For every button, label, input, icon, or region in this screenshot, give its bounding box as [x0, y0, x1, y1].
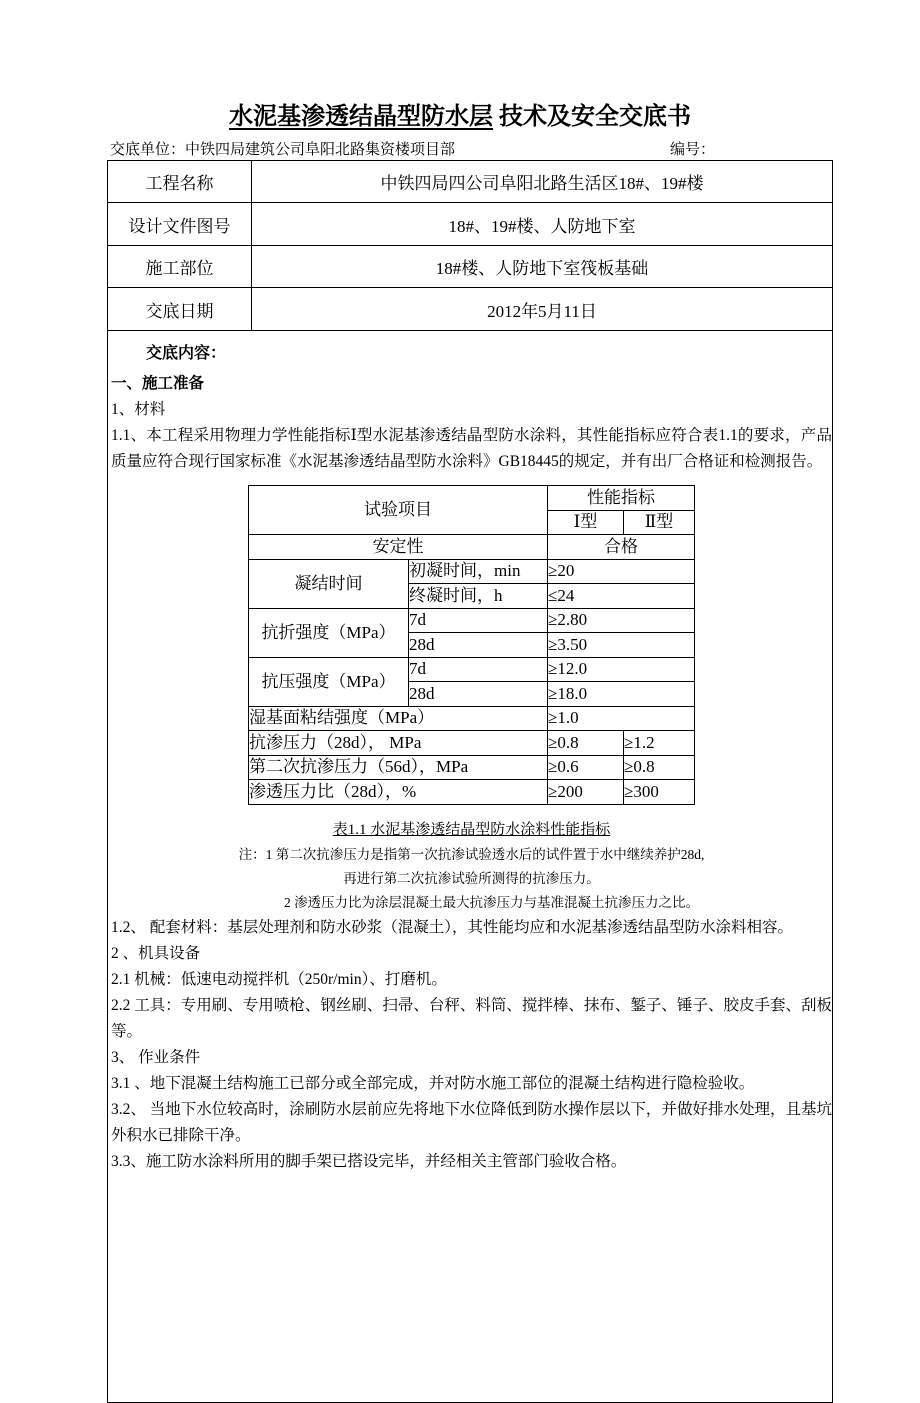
label-project-name: 工程名称 — [108, 161, 252, 203]
meta-line — [110, 138, 720, 159]
table-row — [249, 706, 695, 731]
label-location: 施工部位 — [108, 246, 252, 288]
value-location: 18#楼、人防地下室筏板基础 — [252, 246, 833, 288]
cell-second-impermeability-t1: ≥0.6 — [548, 755, 624, 780]
table-row — [249, 755, 695, 780]
info-row-project — [108, 161, 833, 203]
cell-bond: 湿基面粘结强度（MPa） — [249, 706, 548, 731]
table-row — [249, 731, 695, 756]
value-drawing-no: 18#、19#楼、人防地下室 — [252, 203, 833, 246]
table-caption — [111, 819, 832, 841]
cell-impermeability-t1: ≥0.8 — [548, 731, 624, 756]
table-row — [249, 657, 695, 682]
subheading-conditions: 3、 作业条件 — [111, 1048, 201, 1066]
info-row-date — [108, 288, 833, 331]
subheading-materials: 1、材料 — [111, 401, 166, 418]
subheading-equipment: 2 、机具设备 — [111, 944, 201, 962]
cell-compressive: 抗压强度（MPa） — [249, 657, 409, 706]
document-number-label: 编号： — [670, 142, 716, 158]
paragraph-2-1: 2.1 机械：低速电动搅拌机（250r/min）、打磨机。 — [111, 970, 447, 988]
th-type-1: Ⅰ型 — [548, 510, 624, 535]
table-row — [249, 608, 695, 633]
cell-flexural-28d-value: ≥3.50 — [548, 633, 695, 658]
value-date: 2012年5月11日 — [252, 288, 833, 331]
content-cell — [108, 331, 833, 1403]
cell-stability: 安定性 — [249, 535, 548, 560]
cell-flexural-28d: 28d — [409, 633, 548, 658]
info-row-location — [108, 246, 833, 288]
cell-flexural-7d: 7d — [409, 608, 548, 633]
paragraph-3-1: 3.1 、地下混凝土结构施工已部分或全部完成，并对防水施工部位的混凝土结构进行隐检验收。 — [111, 1074, 755, 1092]
cell-compressive-28d-value: ≥18.0 — [548, 682, 695, 707]
value-project-name: 中铁四局四公司阜阳北路生活区18#、19#楼 — [252, 161, 833, 203]
cell-final-set-value: ≤24 — [548, 584, 695, 609]
info-row-drawing — [108, 203, 833, 246]
th-test-item: 试验项目 — [249, 486, 548, 535]
table-caption-text: 表1.1 水泥基渗透结晶型防水涂料性能指标 — [332, 821, 611, 838]
title-underlined: 水泥基渗透结晶型防水层 — [229, 104, 493, 130]
cell-pressure-ratio-t1: ≥200 — [548, 780, 624, 805]
th-performance: 性能指标 — [548, 486, 695, 511]
cell-initial-set-value: ≥20 — [548, 559, 695, 584]
cell-bond-value: ≥1.0 — [548, 706, 695, 731]
cell-flexural-7d-value: ≥2.80 — [548, 608, 695, 633]
cell-stability-value: 合格 — [548, 535, 695, 560]
note-1: 注：1 第二次抗渗压力是指第一次抗渗试验透水后的试件置于水中继续养护28d, — [238, 846, 705, 862]
cell-impermeability: 抗渗压力（28d）， MPa — [249, 731, 548, 756]
performance-table — [248, 485, 695, 805]
cell-second-impermeability-t2: ≥0.8 — [624, 755, 695, 780]
table-row — [249, 559, 695, 584]
cell-setting-time: 凝结时间 — [249, 559, 409, 608]
cell-pressure-ratio-t2: ≥300 — [624, 780, 695, 805]
paragraph-1-2: 1.2、 配套材料：基层处理剂和防水砂浆（混凝土），其性能均应和水泥基渗透结晶型防水涂料相容。 — [111, 918, 794, 936]
table-row — [249, 780, 695, 805]
paragraph-3-3: 3.3、施工防水涂料所用的脚手架已搭设完毕，并经相关主管部门验收合格。 — [111, 1152, 627, 1170]
cell-second-impermeability: 第二次抗渗压力（56d），MPa — [249, 755, 548, 780]
table-row — [249, 535, 695, 560]
paragraph-3-2: 3.2、 当地下水位较高时，涂刷防水层前应先将地下水位降低到防水操作层以下，并做好排水处理，且基坑外积水已排除干净。 — [111, 1100, 832, 1144]
cell-compressive-7d-value: ≥12.0 — [548, 657, 695, 682]
cell-compressive-7d: 7d — [409, 657, 548, 682]
title-rest: 技术及安全交底书 — [499, 104, 691, 130]
section-heading-preparation: 一、施工准备 — [111, 375, 205, 392]
page-title — [0, 96, 920, 131]
paragraph-1-1: 1.1、本工程采用物理力学性能指标Ⅰ型水泥基渗透结晶型防水涂料，其性能指标应符合表1.1的要求，产品质量应符合现行国家标准《水泥基渗透结晶型防水涂料》GB18445的规定，并有出厂合格证和检测报告。 — [111, 427, 832, 470]
handover-form — [107, 160, 833, 1403]
label-date: 交底日期 — [108, 288, 252, 331]
label-drawing-no: 设计文件图号 — [108, 203, 252, 246]
content-heading: 交底内容： — [146, 345, 227, 362]
cell-final-set: 终凝时间，h — [409, 584, 548, 609]
cell-impermeability-t2: ≥1.2 — [624, 731, 695, 756]
paragraph-2-2: 2.2 工具：专用刷、专用喷枪、钢丝刷、扫帚、台秤、料筒、搅拌棒、抹布、錾子、锤子、胶皮手套、刮板等。 — [111, 996, 832, 1040]
issuing-unit: 交底单位：中铁四局建筑公司阜阳北路集资楼项目部 — [110, 142, 456, 158]
cell-flexural: 抗折强度（MPa） — [249, 608, 409, 657]
note-2: 2 渗透压力比为涂层混凝土最大抗渗压力与基准混凝土抗渗压力之比。 — [283, 894, 700, 910]
note-1-cont: 再进行第二次抗渗试验所测得的抗渗压力。 — [343, 870, 600, 886]
th-type-2: Ⅱ型 — [624, 510, 695, 535]
cell-compressive-28d: 28d — [409, 682, 548, 707]
cell-initial-set: 初凝时间，min — [409, 559, 548, 584]
cell-pressure-ratio: 渗透压力比（28d），% — [249, 780, 548, 805]
content-body — [108, 337, 832, 1175]
